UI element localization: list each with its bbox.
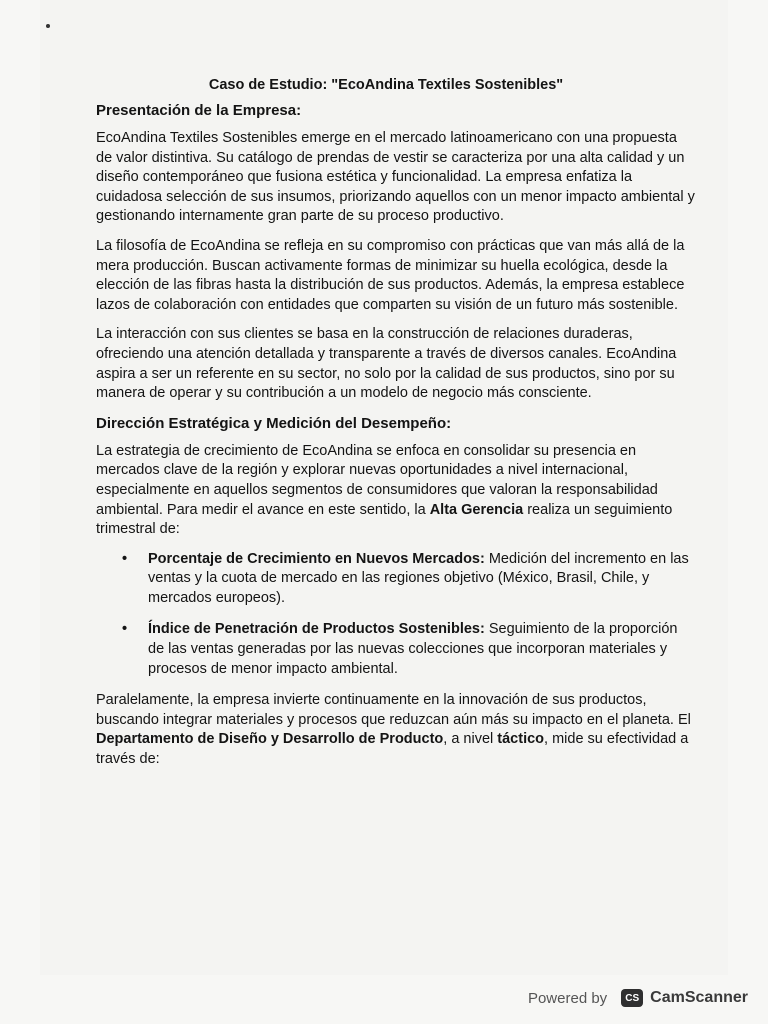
text-span: realiza un seguimiento trimestral de: (96, 501, 673, 538)
bullet-text: Medición del incremento en las ventas y la cuota de mercado en las regiones objetivo (México, Brasil, Chile, y mercados europeos). (148, 550, 689, 606)
document-title: Caso de Estudio: "EcoAndina Textiles Sostenibles" (208, 77, 564, 93)
text-span: , a nivel (443, 731, 498, 748)
paragraph-intro (96, 442, 696, 540)
section-heading-presentacion: Presentación de la Empresa: (96, 102, 302, 119)
bullet-term: Índice de Penetración de Productos Sostenibles: (148, 621, 485, 638)
camscanner-brand: CamScanner (650, 989, 748, 1006)
text-span: , mide su efectividad a través de: (96, 731, 689, 768)
kpi-list (96, 550, 696, 680)
camscanner-logo-icon: CS (621, 989, 643, 1007)
paragraph-closing (96, 691, 696, 769)
bullet-icon: • (122, 621, 128, 638)
scan-speck (46, 24, 50, 28)
bullet-icon: • (122, 550, 128, 567)
bold-term: Departamento de Diseño y Desarrollo de Producto (96, 731, 444, 748)
paragraph: La filosofía de EcoAndina se refleja en su compromiso con prácticas que van más allá de la mera producción. Buscan activamente formas de minimizar su huella ecológica, desde la elección de las fibras hasta la distribución de sus productos. Además, la empresa establece lazos de colaboración con entidades que comparten su visión de un futuro más sostenible. (96, 237, 685, 313)
document-body (96, 77, 696, 780)
powered-by-label: Powered by (527, 989, 608, 1007)
text-span: Paralelamente, la empresa invierte continuamente en la innovación de sus productos, buscando integrar materiales y procesos que reduzcan aún más su impacto en el planeta. El (96, 692, 691, 728)
paragraph: La interacción con sus clientes se basa en la construcción de relaciones duraderas, ofreciendo una atención detallada y transparente a través de diversos canales. EcoAndina aspira a ser un referente en su sector, no solo por la calidad de sus productos, sino por su manera de operar y su contribución a un modelo de negocio más consciente. (96, 326, 677, 402)
list-item (96, 620, 696, 679)
bold-term: táctico (497, 731, 545, 748)
bold-term: Alta Gerencia (429, 501, 524, 518)
text-span: La estrategia de crecimiento de EcoAndina se enfoca en consolidar su presencia en mercados clave de la región y explorar nuevas oportunidades a nivel internacional, especialmente en aquellos segmentos de consumidores que valoran la responsabilidad ambiental. Para medir el avance en este sentido, la (96, 442, 658, 518)
list-item (96, 550, 696, 609)
section-heading-direccion: Dirección Estratégica y Medición del Desempeño: (96, 414, 452, 432)
paragraph: EcoAndina Textiles Sostenibles emerge en el mercado latinoamericano con una propuesta de valor distintiva. Su catálogo de prendas de vestir se caracteriza por una alta calidad y un diseño contemporáneo que fusiona estética y funcionalidad. La empresa enfatiza la cuidadosa selección de sus insumos, priorizando aquellos con un menor impacto ambiental y gestionando internamente gran parte de su proceso productivo. (96, 130, 695, 225)
bullet-term: Porcentaje de Crecimiento en Nuevos Mercados: (148, 550, 485, 567)
bullet-text: Seguimiento de la proporción de las ventas generadas por las nuevas colecciones que incorporan materiales y procesos de menor impacto ambiental. (148, 621, 678, 677)
camscanner-watermark (528, 984, 748, 1012)
